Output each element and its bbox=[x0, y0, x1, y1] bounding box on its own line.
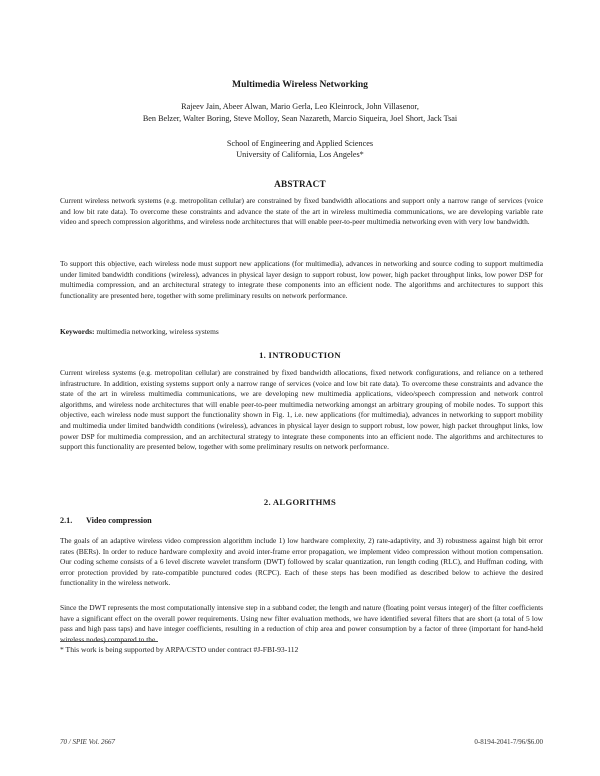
introduction-paragraph: Current wireless systems (e.g. metropolitan cellular) are constrained by fixed bandwidth allocations, fixed network configurations, and reliance on a tethered infrastructure. In addition, existing systems support only a narrow range of services (voice and low bit rate data). To overcome these constraints and advance the state of the art in wireless multimedia communications, we are developing new multimedia applications, video/speech compression and network control algorithms, and wireless node architectures that will enable peer-to-peer multimedia networking amongst an arbitrary grouping of mobile nodes. To support this objective, each wireless node must support the functionality shown in Fig. 1, i.e. new applications (for multimedia), advances in networking to support mobility and multimedia under limited bandwidth conditions (wireless), advances in physical layer design to support robust, low power, high packet throughput links, low power DSP for multimedia compression, and an architectural strategy to integrate these components into an efficient node. The algorithms and architectures to support this functionality are presented below, together with some preliminary results on network performance. bbox=[60, 368, 543, 452]
abstract-heading: ABSTRACT bbox=[274, 179, 326, 189]
footer-volume: 70 / SPIE Vol. 2667 bbox=[60, 738, 116, 746]
footer-isbn: 0-8194-2041-7/96/$6.00 bbox=[474, 738, 543, 746]
affiliation-line-2: University of California, Los Angeles* bbox=[236, 150, 364, 159]
footnote: * This work is being supported by ARPA/CSTO under contract #J-FBI-93-112 bbox=[60, 645, 299, 654]
abstract-paragraph-1: Current wireless network systems (e.g. metropolitan cellular) are constrained by fixed bandwidth allocations and support only a narrow range of services (voice and low bit rate data). To overcome these constraints and advance the state of the art in wireless multimedia communications, we are developing variable rate video and speech compression algorithms, and wireless node architectures that will enable peer-to-peer multimedia networking even with very low bandwidth. bbox=[60, 196, 543, 227]
affiliation bbox=[60, 138, 540, 160]
algorithms-paragraph-2: Since the DWT represents the most computationally intensive step in a subband coder, the length and nature (floating point versus integer) of the filter coefficients have a significant effect on the overall power requirements. Using new filter evaluation methods, we have identified several filters that are short (a total of 5 low pass and high pass taps) and have integer coefficients, resulting in a reduction of chip area and power consumption by a factor of three (important for hand-held wireless nodes) compared to the bbox=[60, 603, 543, 644]
authors-line-1: Rajeev Jain, Abeer Alwan, Mario Gerla, Leo Kleinrock, John Villasenor, bbox=[181, 102, 419, 111]
paper-title: Multimedia Wireless Networking bbox=[232, 79, 368, 90]
affiliation-line-1: School of Engineering and Applied Sciences bbox=[226, 139, 374, 148]
keywords-label: Keywords: bbox=[60, 327, 95, 336]
algorithms-heading: 2. ALGORITHMS bbox=[263, 497, 337, 507]
algorithms-paragraph-1: The goals of an adaptive wireless video compression algorithm include 1) low hardware complexity, 2) rate-adaptivity, and 3) robustness against high bit error rates (BERs). In order to reduce hardware complexity and avoid inter-frame error propagation, we implement video compression without motion compensation. Our coding scheme consists of a 6 level discrete wavelet transform (DWT) followed by scalar quantization, run length coding (RLC), and Huffman coding, with error protection provided by rate-compatible punctured codes (RCPC). Each of these steps has been modified as described below to achieve the desired functionality in the wireless network. bbox=[60, 536, 543, 588]
keywords-text: multimedia networking, wireless systems bbox=[96, 327, 219, 336]
abstract-paragraph-2: To support this objective, each wireless node must support new applications (for multimedia), advances in networking and source coding to support multimedia under limited bandwidth conditions (wireless), advances in physical layer design to support robust, low power, high packet throughput links, low power DSP for multimedia compression, and an architectural strategy to integrate these components into an efficient node. The algorithms and architectures to support this functionality are presented here, together with some preliminary results on network performance. bbox=[60, 259, 543, 300]
footnote-divider bbox=[60, 641, 158, 642]
keywords bbox=[60, 327, 543, 338]
authors-line-2: Ben Belzer, Walter Boring, Steve Molloy, Sean Nazareth, Marcio Siqueira, Joel Short, Jack Tsai bbox=[142, 114, 458, 123]
author-list bbox=[60, 101, 540, 125]
subsection-number: 2.1. bbox=[60, 516, 73, 525]
introduction-heading: 1. INTRODUCTION bbox=[259, 350, 341, 360]
subsection-title: Video compression bbox=[86, 516, 152, 525]
video-compression-subheading bbox=[60, 516, 152, 525]
